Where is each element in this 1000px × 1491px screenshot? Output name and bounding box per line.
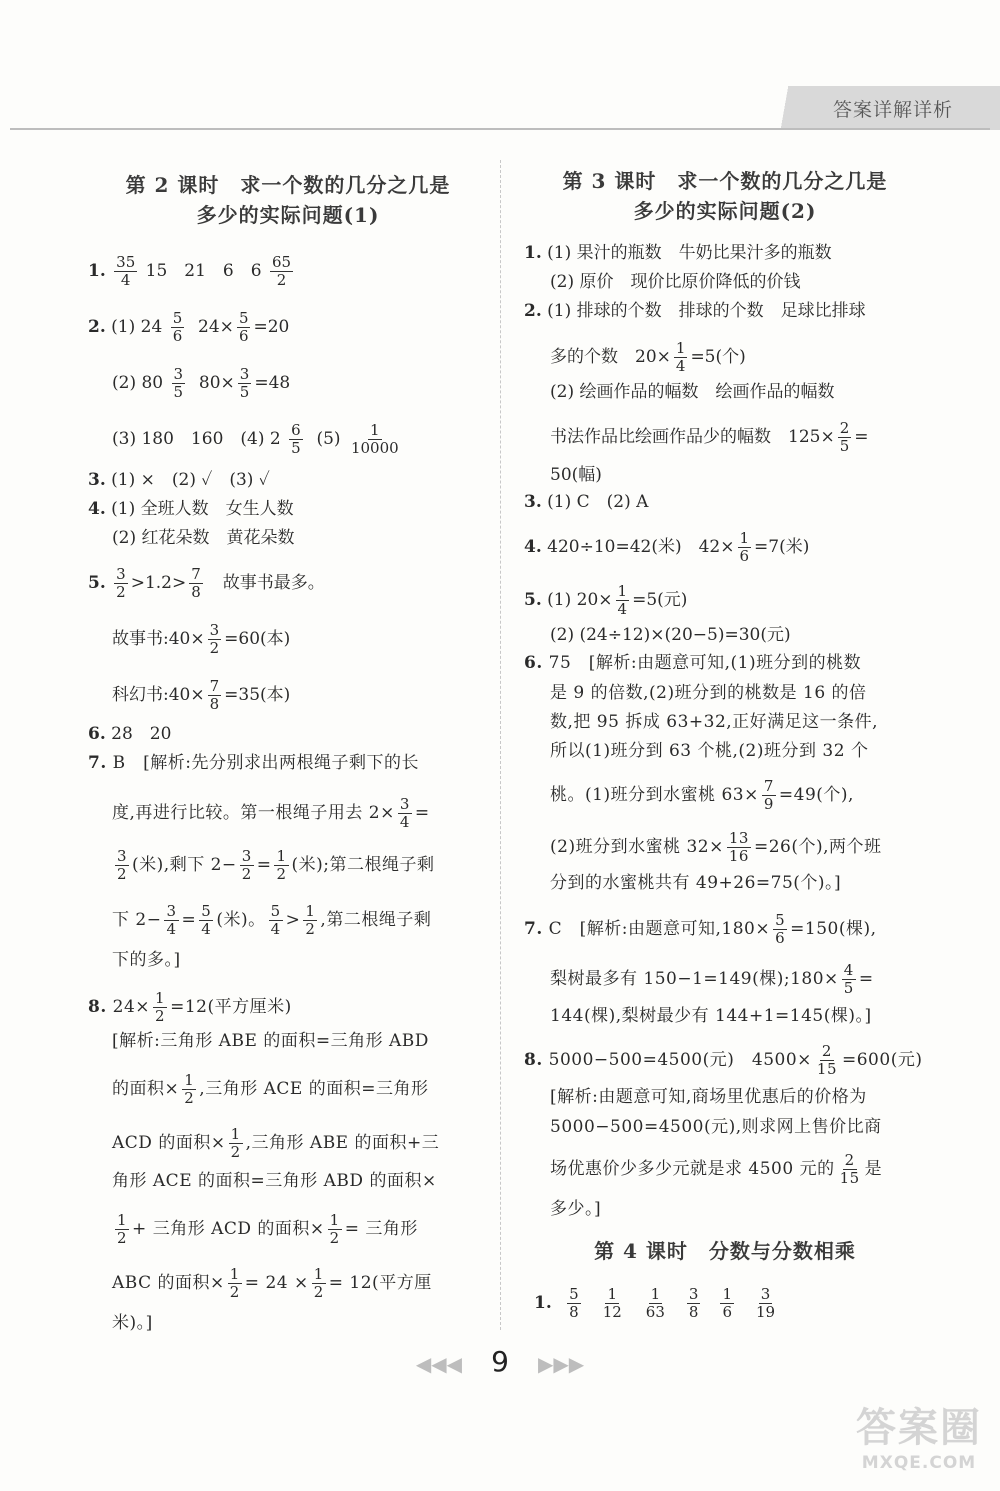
right-q2-4: 书法作品比绘画作品少的幅数 125× $\frac{2}{5}$ = [550, 419, 869, 455]
left-q5: 5. $\frac{3}{2}$ >1.2> $\frac{7}{8}$ 故事书最多。 [88, 565, 325, 601]
left-q2-2: (2) 80 $\frac{3}{5}$ 80× $\frac{3}{5}$ =48 [112, 365, 291, 401]
left-section-title [78, 170, 498, 230]
left-q1: 1. $\frac{35}{4}$ 15 21 6 6 $\frac{65}{2}$ [88, 253, 292, 289]
fraction: $\frac{1}{2}$ [305, 902, 316, 938]
left-q4-2: (2) 红花朵数 黄花朵数 [112, 528, 295, 548]
fraction: $\frac{1}{2}$ [229, 1265, 240, 1301]
fraction: $\frac{1}{2}$ [184, 1071, 195, 1107]
right-q6-4: 所以(1)班分到 63 个桃,(2)班分到 32 个 [550, 741, 869, 761]
left-q8-5: 角形 ACE 的面积=三角形 ABD 的面积× [112, 1171, 437, 1191]
fraction: $\frac{2}{15}$ [839, 1151, 860, 1187]
next-arrows: ▶▶▶ [538, 1352, 585, 1376]
fraction: $\frac{6}{5}$ [291, 421, 301, 457]
fraction: $\frac{35}{4}$ [116, 253, 136, 289]
fraction: $\frac{7}{8}$ [209, 677, 220, 713]
right-section-title [515, 166, 935, 226]
right-q8-5: 多少。] [550, 1199, 602, 1219]
right-q8-3: 5000−500=4500(元),则求网上售价比商 [550, 1117, 882, 1137]
left-q7-5: 下的多。] [112, 950, 181, 970]
left-q6: 6. 28 20 [88, 724, 172, 744]
right-q6-7: 分到的水蜜桃共有 49+26=75(个)。] [550, 873, 842, 893]
fraction: $\frac{3}{5}$ [173, 365, 184, 401]
left-q8-8: 米)。] [112, 1313, 153, 1333]
right-q8-2: [解析:由题意可知,商场里优惠后的价格为 [550, 1087, 867, 1107]
fraction: $\frac{1}{63}$ [645, 1285, 665, 1321]
fraction: $\frac{1}{6}$ [722, 1285, 732, 1321]
left-q2-3: (3) 180 160 (4) 2 $\frac{6}{5}$ (5) $\frac{1}{10000}$ [112, 421, 399, 457]
fraction: $\frac{1}{2}$ [276, 847, 287, 883]
left-q7-3: $\frac{3}{2}$ (米),剩下 2− $\frac{3}{2}$ = $\frac{1}{2}$ (米);第二根绳子剩 [117, 847, 435, 883]
right-q6-2: 是 9 的倍数,(2)班分到的桃数是 16 的倍 [550, 683, 867, 703]
fraction: $\frac{3}{8}$ [688, 1285, 699, 1321]
fraction: $\frac{1}{4}$ [617, 582, 628, 618]
fraction: $\frac{5}{6}$ [238, 309, 249, 345]
fraction: $\frac{5}{8}$ [569, 1285, 579, 1321]
right-q1-1: 1. (1) 果汁的瓶数 牛奶比果汁多的瓶数 [524, 243, 832, 263]
left-title-line1: 第 2 课时 求一个数的几分之几是 [125, 173, 451, 197]
left-q8-1: 8. 24× $\frac{1}{2}$ =12(平方厘米) [88, 989, 292, 1025]
fraction: $\frac{1}{2}$ [155, 989, 166, 1025]
right-q2-2: 多的个数 20× $\frac{1}{4}$ =5(个) [550, 339, 746, 375]
watermark: 答案圈 MXQE.COM [856, 1405, 982, 1473]
right-q2-1: 2. (1) 排球的个数 排球的个数 足球比排球 [524, 301, 866, 321]
left-q7-4: 下 2− $\frac{3}{4}$ = $\frac{5}{4}$ (米)。 $\frac{5}{4}$ > $\frac{1}{2}$ ,第二根绳子剩 [112, 902, 432, 938]
fraction: $\frac{5}{4}$ [270, 902, 281, 938]
fraction: $\frac{1}{12}$ [602, 1285, 622, 1321]
left-q2-1: 2. (1) 24 $\frac{5}{6}$ 24× $\frac{5}{6}$ =20 [88, 309, 290, 345]
fraction: $\frac{1}{2}$ [117, 1211, 128, 1247]
fraction: $\frac{5}{6}$ [172, 309, 183, 345]
right-q6-6: (2)班分到水蜜桃 32× $\frac{13}{16}$ =26(个),两个班 [550, 829, 882, 865]
left-q8-7: ABC 的面积× $\frac{1}{2}$ = 24 × $\frac{1}{2}$ = 12(平方厘 [112, 1265, 432, 1301]
fraction: $\frac{13}{16}$ [728, 829, 749, 865]
fraction: $\frac{1}{2}$ [230, 1125, 241, 1161]
fraction: $\frac{1}{10000}$ [350, 421, 399, 457]
fraction: $\frac{2}{15}$ [816, 1042, 837, 1078]
right-q6-1: 6. 75 [解析:由题意可知,(1)班分到的桃数 [524, 653, 862, 673]
right-q7-1: 7. C [解析:由题意可知,180× $\frac{5}{6}$ =150(棵), [524, 911, 877, 947]
fraction: $\frac{1}{6}$ [739, 529, 750, 565]
page-footer [0, 1345, 1000, 1378]
left-q8-4: ACD 的面积× $\frac{1}{2}$ ,三角形 ABE 的面积+三 [112, 1125, 440, 1161]
fraction: $\frac{1}{2}$ [313, 1265, 324, 1301]
fraction: $\frac{1}{4}$ [675, 339, 686, 375]
right-q6-5: 桃。(1)班分到水蜜桃 63× $\frac{7}{9}$ =49(个), [550, 777, 854, 813]
right-q8-4: 场优惠价少多少元就是求 4500 元的 $\frac{2}{15}$ 是 [550, 1151, 883, 1187]
right-section-title-4: 第 4 课时 分数与分数相乘 [594, 1239, 856, 1263]
header-tab [770, 86, 1000, 130]
header-rule [10, 128, 990, 130]
left-q8-2: [解析:三角形 ABE 的面积=三角形 ABD [112, 1031, 429, 1051]
right-q1-2: (2) 原价 现价比原价降低的价钱 [550, 272, 801, 292]
fraction: $\frac{3}{2}$ [116, 565, 126, 601]
left-title-line2: 多少的实际问题(1) [196, 203, 380, 227]
right-q6-3: 数,把 95 拆成 63+32,正好满足这一条件, [550, 712, 879, 732]
left-q7-2: 度,再进行比较。第一根绳子用去 2× $\frac{3}{4}$ = [112, 795, 430, 831]
right-q2-5: 50(幅) [550, 465, 602, 485]
fraction: $\frac{2}{5}$ [839, 419, 850, 455]
fraction: $\frac{3}{4}$ [399, 795, 410, 831]
right-q7-2: 梨树最多有 150−1=149(棵);180× $\frac{4}{5}$ = [550, 961, 874, 997]
right-q7-3: 144(棵),梨树最少有 144+1=145(棵)。] [550, 1006, 872, 1026]
left-q5-story: 故事书:40× $\frac{3}{2}$ =60(本) [112, 621, 291, 657]
right-title-line2: 多少的实际问题(2) [633, 199, 817, 223]
right-title-line1: 第 3 课时 求一个数的几分之几是 [562, 169, 888, 193]
fraction: $\frac{7}{8}$ [191, 565, 201, 601]
fraction: $\frac{1}{2}$ [329, 1211, 340, 1247]
left-q5-scifi: 科幻书:40× $\frac{7}{8}$ =35(本) [112, 677, 291, 713]
fraction: $\frac{7}{9}$ [763, 777, 774, 813]
right-q5-1: 5. (1) 20× $\frac{1}{4}$ =5(元) [524, 582, 688, 618]
right-q5-2: (2) (24÷12)×(20−5)=30(元) [550, 625, 791, 645]
column-divider [500, 160, 502, 1330]
right-q3: 3. (1) C (2) A [524, 492, 649, 512]
fraction: $\frac{3}{4}$ [166, 902, 177, 938]
fraction: $\frac{65}{2}$ [271, 253, 292, 289]
fraction: $\frac{3}{2}$ [117, 847, 128, 883]
fraction: $\frac{3}{2}$ [241, 847, 252, 883]
page-number: 9 [491, 1345, 509, 1378]
fraction: $\frac{5}{6}$ [775, 911, 786, 947]
fraction: $\frac{5}{4}$ [201, 902, 212, 938]
left-q3: 3. (1) × (2) ✓ (3) ✓ [88, 470, 270, 490]
prev-arrows: ◀◀◀ [415, 1352, 462, 1376]
right-q9: 1. $\frac{5}{8}$ $\frac{1}{12}$ $\frac{1}{63}$ $\frac{3}{8}$ $\frac{1}{6}$ $\frac{3}{19}$ [534, 1285, 776, 1321]
left-q8-3: 的面积× $\frac{1}{2}$ ,三角形 ACE 的面积=三角形 [112, 1071, 429, 1107]
left-q4-1: 4. (1) 全班人数 女生人数 [88, 499, 294, 519]
header-tab-label: 答案详解详析 [832, 98, 953, 121]
left-q8-6: $\frac{1}{2}$ + 三角形 ACD 的面积× $\frac{1}{2}$ = 三角形 [117, 1211, 418, 1247]
fraction: $\frac{3}{2}$ [209, 621, 220, 657]
fraction: $\frac{3}{5}$ [239, 365, 250, 401]
right-q4: 4. 420÷10=42(米) 42× $\frac{1}{6}$ =7(米) [524, 529, 810, 565]
right-q8-1: 8. 5000−500=4500(元) 4500× $\frac{2}{15}$ =600(元) [524, 1042, 923, 1078]
right-q2-3: (2) 绘画作品的幅数 绘画作品的幅数 [550, 382, 835, 402]
left-q7-1: 7. B [解析:先分别求出两根绳子剩下的长 [88, 753, 420, 773]
fraction: $\frac{3}{19}$ [755, 1285, 776, 1321]
fraction: $\frac{4}{5}$ [843, 961, 854, 997]
